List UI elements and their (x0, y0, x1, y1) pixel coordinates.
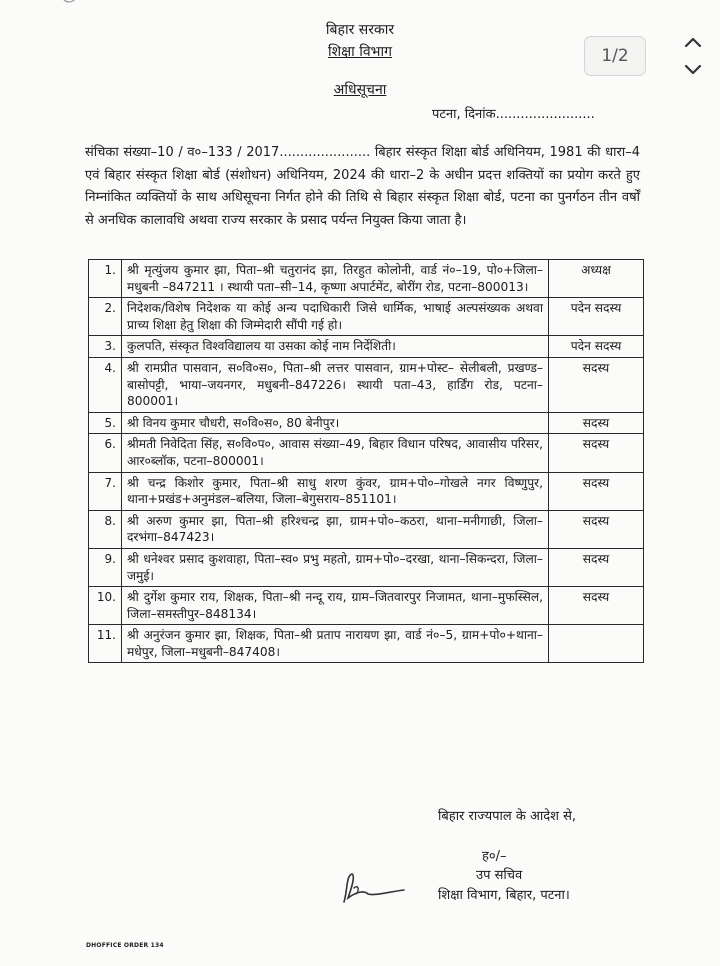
member-role: सदस्य (549, 587, 644, 625)
table-row (89, 357, 644, 412)
member-role: सदस्य (549, 548, 644, 586)
intro-paragraph: संचिका संख्या–10 / व०–133 / 2017...................... बिहार संस्कृत शिक्षा बोर्ड अधिनियम, 1981 की धारा–4 एवं बिहार संस्कृत शिक्षा बोर्ड (संशोधन) अधिनियम, 2024 की धारा–2 के अधीन प्रदत्त शक्तियों का प्रयोग करते हुए निम्नांकित व्यक्तियों के साथ अधिसूचना निर्गत होने की तिथि से बिहार संस्कृत शिक्षा बोर्ड, पटना का पुनर्गठन तीन वर्षों से अनधिक कालावधि अथवा राज्य सरकार के प्रसाद पर्यन्त नियुक्त किया जाता है। (85, 145, 640, 228)
member-role: पदेन सदस्य (549, 336, 644, 358)
member-number: 4. (89, 357, 122, 412)
table-row (89, 548, 644, 586)
member-role: सदस्य (549, 412, 644, 434)
place-date: पटना, दिनांक........................ (432, 107, 595, 122)
member-number: 1. (89, 260, 122, 298)
member-role (549, 625, 644, 663)
member-number: 11. (89, 625, 122, 663)
member-description: निदेशक/विशेष निदेशक या कोई अन्य पदाधिकारी जिसे धार्मिक, भाषाई अल्पसंख्यक अथवा प्राच्य शिक्षा हेतु शिक्षा की जिम्मेदारी सौंपी गई हो। (122, 298, 549, 336)
header-government: बिहार सरकार (325, 22, 395, 38)
member-description: श्री रामप्रीत पासवान, स०वि०स०, पिता–श्री लत्तर पासवान, ग्राम+पोस्ट– सेलीबली, प्रखण्ड–बासोपट्टी, भाया–जयनगर, मधुबनी–847226। स्थायी पता–43, हार्डिंग रोड, पटना–800001। (122, 357, 549, 412)
member-number: 9. (89, 548, 122, 586)
member-number: 10. (89, 587, 122, 625)
member-role: सदस्य (549, 510, 644, 548)
notification-title: अधिसूचना (333, 82, 387, 98)
member-role: अध्यक्ष (549, 260, 644, 298)
member-description: श्री धनेश्वर प्रसाद कुशवाहा, पिता–स्व० प्रभु महतो, ग्राम+पो०–दरखा, थाना–सिकन्दरा, जिला–जमुई। (122, 548, 549, 586)
next-page-button[interactable] (678, 58, 708, 82)
member-description: श्री अनुरंजन कुमार झा, शिक्षक, पिता–श्री प्रताप नारायण झा, वार्ड नं०–5, ग्राम+पो०+थाना–मधेपुर, जिला–मधुबनी–847408। (122, 625, 549, 663)
chevron-up-icon (684, 36, 702, 48)
governor-order-line: बिहार राज्यपाल के आदेश से, (438, 809, 577, 824)
table-row (89, 336, 644, 358)
member-role: सदस्य (549, 472, 644, 510)
member-description: कुलपति, संस्कृत विश्वविद्यालय या उसका कोई नाम निर्देशिती। (122, 336, 549, 358)
table-row (89, 412, 644, 434)
member-number: 2. (89, 298, 122, 336)
table-row (89, 625, 644, 663)
member-role: पदेन सदस्य (549, 298, 644, 336)
member-description: श्री अरुण कुमार झा, पिता–श्री हरिश्चन्द्र झा, ग्राम+पो०–कठरा, थाना–मनीगाछी, जिला–दरभंगा–847423। (122, 510, 549, 548)
member-number: 3. (89, 336, 122, 358)
member-number: 5. (89, 412, 122, 434)
department-address: शिक्षा विभाग, बिहार, पटना। (438, 888, 570, 903)
previous-page-button[interactable] (678, 30, 708, 54)
member-number: 8. (89, 510, 122, 548)
table-row (89, 298, 644, 336)
header-department: शिक्षा विभाग (327, 44, 393, 60)
member-role: सदस्य (549, 357, 644, 412)
member-description: श्री विनय कुमार चौधरी, स०वि०स०, 80 बेनीपुर। (122, 412, 549, 434)
table-row (89, 587, 644, 625)
member-description: श्री मृत्युंजय कुमार झा, पिता–श्री चतुरानंद झा, तिरहुत कोलोनी, वार्ड नं०–19, पो०+जिला–मधुबनी –847211 । स्थायी पता–सी–14, कृष्णा अपार्टमेंट, बोरींग रोड, पटना–800013। (122, 260, 549, 298)
page-corner-mark (60, 0, 80, 6)
table-row (89, 434, 644, 472)
page-indicator: 1/2 (584, 36, 646, 76)
table-row (89, 260, 644, 298)
member-number: 7. (89, 472, 122, 510)
signed-mark: ह०/– (482, 849, 507, 864)
member-description: श्री दुर्गेश कुमार राय, शिक्षक, पिता–श्री नन्दू राय, ग्राम–जितवारपुर निजामत, थाना–मुफस्सिल, जिला–समस्तीपुर–848134। (122, 587, 549, 625)
member-number: 6. (89, 434, 122, 472)
member-description: श्री चन्द्र किशोर कुमार, पिता–श्री साधु शरण कुंवर, ग्राम+पो०–गोखले नगर विष्णुपुर, थाना+प्रखंड+अनुमंडल–बलिया, जिला–बेगुसराय–851101। (122, 472, 549, 510)
chevron-down-icon (684, 64, 702, 76)
table-row (89, 510, 644, 548)
member-role: सदस्य (549, 434, 644, 472)
designation: उप सचिव (476, 868, 523, 883)
members-table (88, 259, 644, 663)
table-row (89, 472, 644, 510)
footer-order-code: DHOFFICE ORDER 134 (86, 942, 164, 949)
handwritten-signature (334, 868, 414, 908)
member-description: श्रीमती निवेदिता सिंह, स०वि०प०, आवास संख्या–49, बिहार विधान परिषद, आवासीय परिसर, आर०ब्लॉक, पटना–800001। (122, 434, 549, 472)
